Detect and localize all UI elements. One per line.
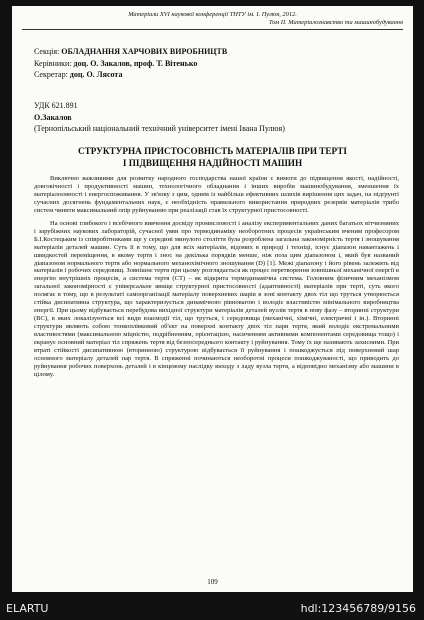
repository-footer [0, 598, 424, 620]
header-volume-line: Том II. Матеріалознавство та машинобудування [268, 19, 403, 26]
paper-body [34, 175, 399, 384]
handle-identifier: hdl:123456789/9156 [300, 602, 416, 615]
paper-meta [34, 100, 285, 135]
paper-title [34, 146, 391, 169]
journal-page [12, 6, 413, 592]
secretary-label: Секретар: [34, 70, 68, 79]
body-paragraph-1: Виключно важливими для розвитку народного господарства нашої країни є вимоги до підвищення якості, надійності, довговічності і продуктивності машин, технологічного обладнання і інших виробів машинобудування, зменшення їх матеріалоємності і енергоспоживання. У зв'язку з цим, одним із найбільш ефективних шляхів вирішення цих задач, на підґрунті сучасних досягнень фундаментальних наук, є необхідність правильного використання природних резервів матеріалів трибо систем чинити максимальний опір руйнуванню при реалізації став їх структурної пристосовності. [34, 175, 399, 214]
leaders-label: Керівники: [34, 58, 72, 68]
section-info [34, 46, 399, 81]
repository-name: ELARTU [6, 602, 49, 615]
affiliation: (Тернопільський національний технічний університет імені Івана Пулюя) [34, 124, 285, 133]
title-line-2: І ПІДВИЩЕННЯ НАДІЙНОСТІ МАШИН [122, 157, 303, 168]
leaders-names: доц. О. Закалов, проф. Т. Вітенько [73, 58, 198, 68]
secretary-name: доц. О. Лясота [69, 70, 123, 79]
section-label: Секція: [34, 47, 60, 56]
page-number: 109 [207, 578, 218, 586]
author-name: О.Закалов [34, 112, 72, 122]
header-conference-line: Матеріали XVI наукової конференції ТНТУ ім. І. Пулюя, 2012. [128, 11, 297, 18]
secretary-line [34, 69, 399, 81]
section-name: ОБЛАДНАННЯ ХАРЧОВИХ ВИРОБНИЦТВ [61, 47, 228, 56]
running-header [22, 11, 403, 30]
section-line [34, 46, 399, 58]
leaders-line [34, 58, 399, 70]
body-paragraph-2: На основі глибокого і всебічного вивчення досвіду промисловості і аналізу експериментальних даних багатьох вітчизняних і зарубіжних наукових лабораторій, сучасної уяви про термодинаміку необоротних процесів українським вченим професором Б.І.Костецьким із співробітниками ще у середині минулого століття була розроблена загальна закономірність тертя і зношування матеріалів деталей машин. Суть її в тому, що для всіх матеріалів, відомих в природі і техніці, існує діапазон навантажень і швидкостей переміщення, в якому тертя і знос на декілька порядків менше, ніж поза цим діапазоном і, який був названий діапазоном нормального тертя або нормального механохімічного зношування (D) [1]. Межі діапазону і його рівень залежить від матеріалів і робочих середовищ. Зовнішнє тертя при цьому розглядається як процес перетворення зовнішньої механічної енергії в енергію внутрішніх процесів, а система тертя (СТ) – як відкрита термодинамічна система. Головним фізичним механізмом загальної закономірності є універсальне явище структурної пристосовності (адаптивності) матеріалів при терті, суть якого полягає в тому, що в результаті самоорганізації матеріалу поверхневих шарів в зоні контакту двох тіл що труться утворюється стійка дисипативна структура, що характеризується динамічною рівновагою і володіє властивістю мінімального виробництва енергії. При цьому відбувається перебудова вихідної структури матеріалів деталей вузлів тертя в нову фазу – вторинні структури (ВС), в яких локалізуються всі види взаємодії тіл, що труться, і середовища (механічні, хімічні, електричні і ін.). Вторинні структури являють собою тонкоплівковий об'єкт на поверхні контакту двох тіл пари тертя, який володіє екстремальними властивостями (максимальною міцністю, подрібненням, орієнтацією, насиченням активними компонентами середовища тощо) і екранує основний матеріал тіл спряжень тертя від безпосереднього контакту і руйнування. Тому їх ще називають захисними. При втраті стійкості дисипативною (вторинною) структурою відбувається її руйнування і пошкоджується під поверхневий шар основного матеріалу деталей пар тертя. В спряженні починаються необоротні процеси пошкоджуваності, що приводить до руйнування робочих поверхонь деталей і в кінцевому наслідку виходу з ладу вузла тертя, а відповідно механізму або машини в цілому. [34, 219, 399, 378]
udk-code: УДК 621.891 [34, 101, 78, 110]
title-line-1: СТРУКТУРНА ПРИСТОСОВНІСТЬ МАТЕРІАЛІВ ПРИ ТЕРТІ [78, 146, 347, 156]
